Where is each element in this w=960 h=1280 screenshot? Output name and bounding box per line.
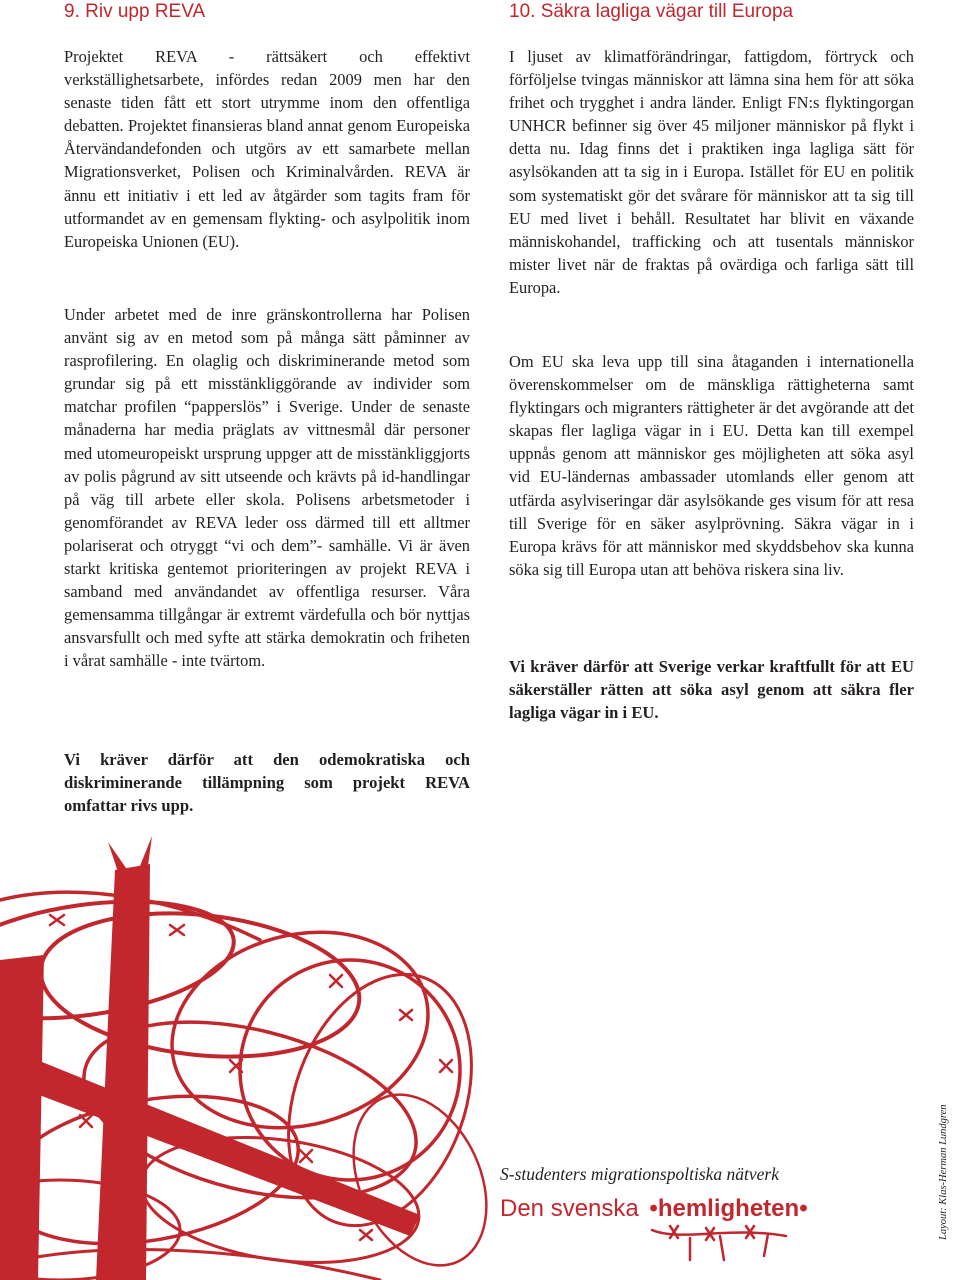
- left-paragraph-1: Projektet REVA - rättsäkert och effektivt verkställighetsarbete, infördes redan 2009 men har den senaste tiden fått ett stort utrymme inom den offentliga debatten. Projektet finansieras bland annat genom Europeiska Återvändandefonden och utgörs av ett samarbete mellan Migrationsverket, Polisen och Kriminalvården. REVA är ännu ett initiativ i ett led av åtgärder som tagits fram för utformandet av en gemensam flykting- och asylpolitik inom Europeiska Unionen (EU).: [64, 47, 470, 251]
- logo-text-part1: Den svenska: [500, 1195, 639, 1222]
- right-paragraph-2: Om EU ska leva upp till sina åtaganden i internationella överenskommelser om de mänskliga rättigheterna samt flyktingars och migranters rättigheter är det avgörande att det skapas fler lagliga vägar in i EU. Detta kan till exempel uppnås genom att människor ges möjligheten att söka asyl vid EU-ländernas ambassader utomlands eller genom att utfärda asylviseringar där asylsökande ges visum för att resa till Sverige för en säker asylprövning. Säkra vägar in i Europa krävs för att människor med skyddsbehov ska kunna söka sig till Europa utan att behöva riskera sina liv.: [509, 352, 914, 579]
- logo-dot-icon-end: •: [799, 1195, 808, 1222]
- left-demand-paragraph: Vi kräver därför att den odemokratiska och diskriminerande tillämpning som projekt REVA omfattar rivs upp.: [64, 750, 470, 816]
- left-paragraph-2: Under arbetet med de inre gränskontrollerna har Polisen använt sig av en metod som på många sätt påminner av rasprofilering. En olaglig och diskriminerande metod som grundar sig på ett misstänkliggörande av individer som matchar profilen “papperslös” i Sverige. Under de senaste månaderna har media präglats av vittnesmål där personer med utomeuropeiskt ursprung uppger att de misstänkliggjorts av polis pågrund av sitt utseende och krävts på id-handlingar på väg till arbete eller skola. Polisens arbetsmetoder i genomförandet av REVA leder oss därmed till ett alltmer polariserat och otryggt “vi och dem”- samhälle. Vi är även starkt kritiska gentemot prioriteringen av projekt REVA i samband med användandet av offentliga resurser. Våra gemensamma tillgångar är extremt värdefulla och bör nyttjas ansvarsfullt och med syfte att stärka demokratin och friheten i vårat samhälle - inte tvärtom.: [64, 305, 470, 671]
- logo-barbed-wire-icon: [650, 1222, 790, 1262]
- logo-dot-icon: •: [649, 1195, 658, 1222]
- network-tagline: S-studenters migrationspoltiska nätverk: [500, 1164, 780, 1184]
- right-demand-paragraph: Vi kräver därför att Sverige verkar kraftfullt för att EU säkerställer rätten att söka asyl genom att säkra fler lagliga vägar in i EU.: [509, 657, 914, 723]
- section-heading-safe-routes: 10. Säkra lagliga vägar till Europa: [509, 1, 794, 22]
- layout-credit: Layout: Klas-Herman Lundgren: [938, 1104, 949, 1240]
- logo-wordmark: [500, 1195, 808, 1223]
- section-heading-reva: 9. Riv upp REVA: [64, 1, 206, 22]
- fence-post: [96, 864, 150, 1280]
- logo-text-part2: hemligheten: [657, 1195, 800, 1222]
- right-paragraph-1: I ljuset av klimatförändringar, fattigdom, förtryck och förföljelse tvingas människor att lämna sina hem för att söka frihet och trygghet i andra länder. Enligt FN:s flyktingorgan UNHCR befinner sig över 45 miljoner människor på flykt i detta nu. Idag finns det i praktiken inga lagliga sätt för asylsökanden att ta sig in i Europa. Istället för EU en politik som systematiskt gör det svårare för människor att ta sig till EU med livet i behåll. Resultatet har blivit en växande människohandel, trafficking och att tusentals människor mister livet när de fraktas på ovärdiga och farliga sätt till Europa.: [509, 47, 914, 297]
